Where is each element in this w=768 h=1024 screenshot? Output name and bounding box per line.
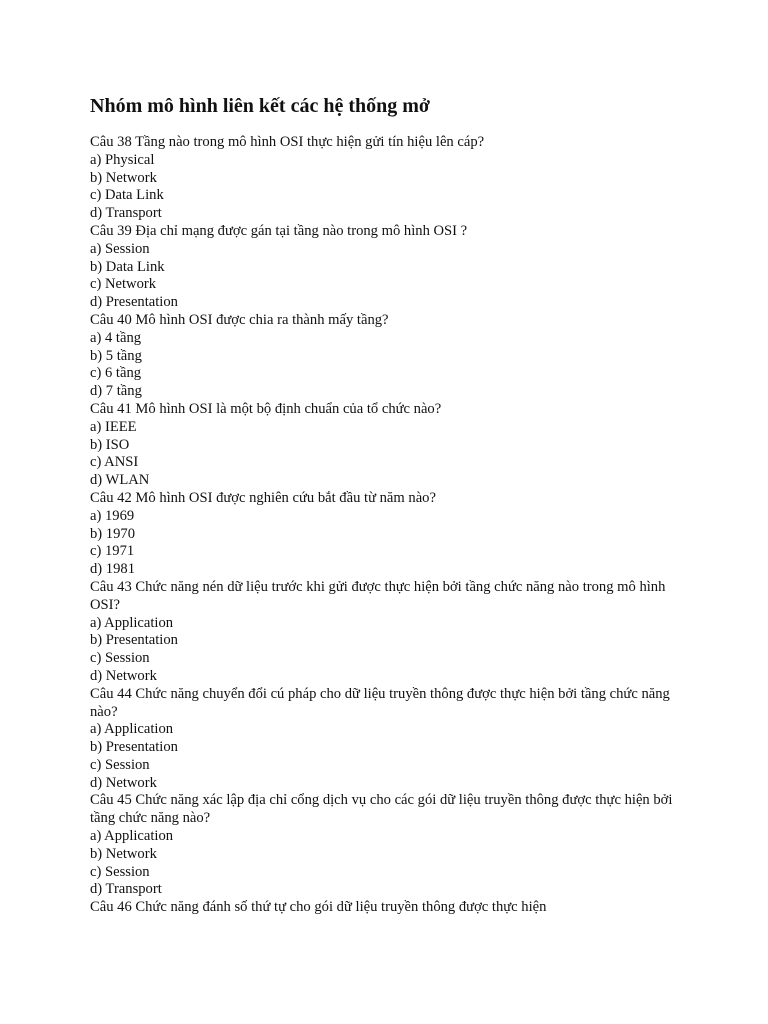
document-title: Nhóm mô hình liên kết các hệ thống mở (90, 95, 430, 117)
question-text: Câu 39 Địa chỉ mạng được gán tại tầng nào trong mô hình OSI ? (90, 222, 468, 239)
question-list (90, 134, 690, 917)
answer-options (90, 419, 690, 490)
answer-options (90, 721, 690, 792)
answer-options (90, 828, 690, 899)
answer-option: a) Session (90, 240, 150, 257)
answer-option: a) 1969 (90, 507, 135, 524)
answer-option: a) IEEE (90, 418, 137, 435)
answer-option: c) Data Link (90, 187, 164, 204)
question-text: Câu 41 Mô hình OSI là một bộ định chuẩn của tổ chức nào? (90, 400, 442, 417)
answer-option: b) 1970 (90, 525, 135, 542)
answer-option: c) ANSI (90, 454, 139, 471)
answer-option: c) Session (90, 863, 150, 880)
answer-option: b) ISO (90, 436, 130, 453)
question-41 (90, 401, 690, 490)
answer-options (90, 241, 690, 312)
question-46 (90, 899, 690, 917)
answer-option: a) 4 tầng (90, 329, 142, 346)
answer-option: d) 1981 (90, 561, 135, 578)
answer-option: a) Application (90, 721, 174, 738)
answer-option: c) 1971 (90, 543, 135, 560)
document-page (90, 92, 690, 917)
answer-option: d) 7 tầng (90, 383, 142, 400)
question-43 (90, 579, 690, 686)
answer-option: d) Transport (90, 205, 162, 222)
question-text: Câu 45 Chức năng xác lập địa chỉ cổng dịch vụ cho các gói dữ liệu truyền thông được thực hiện bởi tầng chức năng nào? (90, 792, 673, 827)
question-text: Câu 42 Mô hình OSI được nghiên cứu bắt đầu từ năm nào? (90, 489, 436, 506)
answer-option: d) Transport (90, 881, 162, 898)
answer-option: c) Session (90, 756, 150, 773)
answer-option: b) Network (90, 845, 157, 862)
answer-option: b) Network (90, 169, 157, 186)
answer-option: b) Presentation (90, 739, 178, 756)
question-text: Câu 38 Tầng nào trong mô hình OSI thực hiện gửi tín hiệu lên cáp? (90, 134, 485, 150)
answer-option: c) Network (90, 276, 157, 293)
question-text: Câu 44 Chức năng chuyển đổi cú pháp cho dữ liệu truyền thông được thực hiện bởi tầng chức năng nào? (90, 685, 670, 720)
answer-option: a) Application (90, 614, 174, 631)
question-44 (90, 686, 690, 793)
answer-options (90, 508, 690, 579)
question-text: Câu 43 Chức năng nén dữ liệu trước khi gửi được thực hiện bởi tầng chức năng nào trong mô hình OSI? (90, 578, 666, 613)
question-42 (90, 490, 690, 579)
question-38 (90, 134, 690, 223)
answer-option: d) Presentation (90, 294, 178, 311)
answer-option: a) Physical (90, 151, 155, 168)
answer-option: d) WLAN (90, 472, 150, 489)
question-text: Câu 40 Mô hình OSI được chia ra thành mấy tầng? (90, 311, 389, 328)
answer-option: c) 6 tầng (90, 365, 142, 382)
answer-option: b) Presentation (90, 632, 178, 649)
answer-options (90, 615, 690, 686)
question-text: Câu 46 Chức năng đánh số thứ tự cho gói dữ liệu truyền thông được thực hiện (90, 899, 547, 916)
answer-options (90, 330, 690, 401)
answer-option: b) 5 tầng (90, 347, 142, 364)
answer-option: d) Network (90, 774, 157, 791)
question-40 (90, 312, 690, 401)
question-39 (90, 223, 690, 312)
answer-option: d) Network (90, 667, 157, 684)
answer-option: a) Application (90, 828, 174, 845)
answer-options (90, 152, 690, 223)
answer-option: b) Data Link (90, 258, 165, 275)
question-45 (90, 792, 690, 899)
answer-option: c) Session (90, 650, 150, 667)
